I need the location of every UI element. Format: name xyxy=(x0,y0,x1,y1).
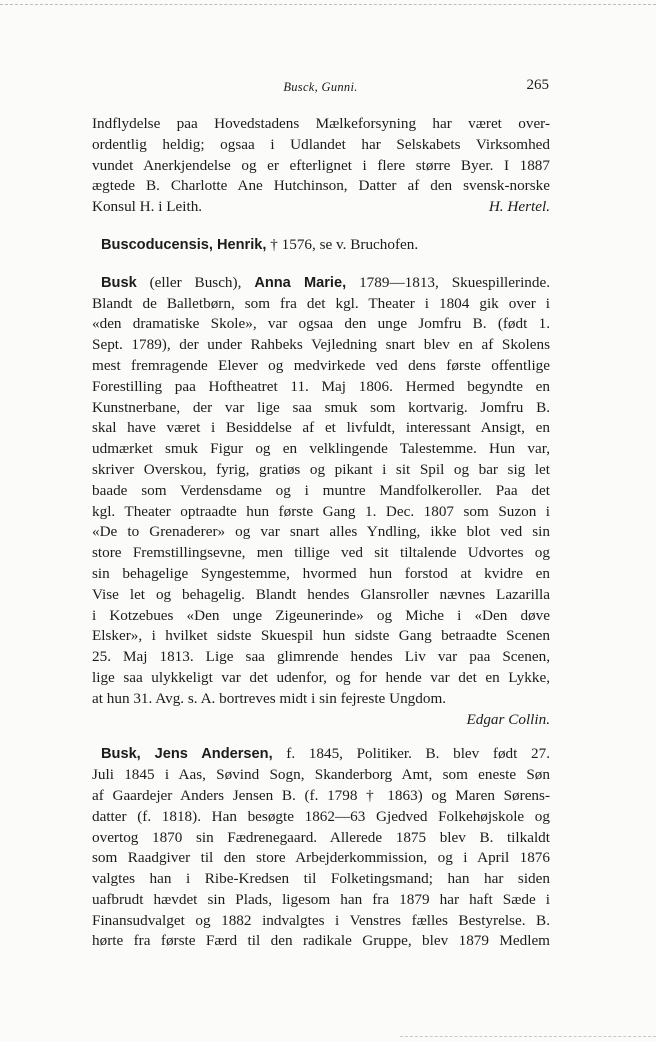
text-line: sin behagelige Syngestemme, hvormed hun forstod at kvidre en xyxy=(92,564,550,582)
text-line: hørte fra første Færd til den radikale Gruppe, blev 1879 Medlem xyxy=(92,932,550,950)
entry-line xyxy=(92,235,550,256)
text-line: uafbrudt hævdet sin Plads, ligesom han fra 1879 har haft Sæde i xyxy=(92,890,550,908)
entry-text: † 1576, se v. Bruchofen. xyxy=(266,235,419,253)
text-line: 25. Maj 1813. Lige saa glimrende hendes Liv var paa Scenen, xyxy=(92,648,550,666)
signature: Edgar Collin. xyxy=(466,710,550,728)
text-line: mest fremragende Elever og medvirkede ved dens første offentlige xyxy=(92,356,550,374)
entry-headword: Busk xyxy=(101,274,137,291)
text-line: overtog 1870 sin Fædrenegaard. Allerede 1875 blev B. tilkaldt xyxy=(92,828,550,846)
entry-headword: Busk, Jens Andersen, xyxy=(101,746,273,763)
entry-buscoducensis xyxy=(92,235,550,256)
text-line: datter (f. 1818). Han besøgte 1862—63 Gjedved Folkehøjskole og xyxy=(92,807,550,825)
text-line: Vise let og behagelig. Blandt hendes Glansroller nævnes Lazarilla xyxy=(92,585,550,603)
signature: H. Hertel. xyxy=(488,198,550,216)
text-line-end: Konsul H. i Leith. xyxy=(92,198,203,216)
entry-busk-anna-marie xyxy=(92,273,550,731)
entry-text: f. 1845, Politiker. B. blev født 27. xyxy=(272,745,550,763)
page-body xyxy=(92,114,550,952)
entry-first-line xyxy=(92,273,550,294)
text-line: udmærket smuk Figur og en velklingende Talestemme. Hun var, xyxy=(92,440,550,458)
entry-text: (eller Busch), xyxy=(136,273,255,291)
bottom-dotted-rule xyxy=(400,1036,656,1037)
text-line: ordentlig heldig; ogsaa i Udlandet har Selskabets Virksomhed xyxy=(92,135,550,153)
text-line: Elsker», i hvilket sidste Skuespil hun sidste Gang betraadte Scenen xyxy=(92,627,550,645)
text-line: Forestilling paa Hoftheatret 11. Maj 1806. Hermed begyndte en xyxy=(92,377,550,395)
entry-headword-name: Anna Marie, xyxy=(254,274,347,291)
text-line: vundet Anerkjendelse og er efterlignet i flere større Byer. I 1887 xyxy=(92,156,550,174)
page-number: 265 xyxy=(526,77,549,93)
text-line: i Kotzebues «Den unge Zigeunerinde» og Miche i «Den døve xyxy=(92,606,550,624)
text-line: Indflydelse paa Hovedstadens Mælkeforsyning har været over- xyxy=(92,115,550,132)
text-line: Sept. 1789), der under Rahbeks Vejledning snart blev en af Skolens xyxy=(92,336,550,354)
text-line: valgtes han i Ribe-Kredsen til Folketingsmand; han har siden xyxy=(92,870,550,888)
text-line: kgl. Theater optraadte hun første Gang 1. Dec. 1807 som Suzon i xyxy=(92,502,550,520)
text-line: «den dramatiske Skole», var ogsaa den unge Jomfru B. (født 1. xyxy=(92,315,550,333)
text-line: Kunstnerbane, der var lige saa smuk som kortvarig. Jomfru B. xyxy=(92,398,550,416)
entry-continuation xyxy=(92,114,550,218)
text-line: store Fremstillingsevne, men tillige ved sit tiltalende Udvortes og xyxy=(92,544,550,562)
running-head: Busck, Gunni. xyxy=(283,80,358,94)
text-line: ægtede B. Charlotte Ane Hutchinson, Datter af den svensk-norske xyxy=(92,177,550,195)
text-line: Blandt de Balletbørn, som fra det kgl. Theater i 1804 gik over i xyxy=(92,294,550,312)
text-line: skal have været i Besiddelse af et livfuldt, interessant Ansigt, en xyxy=(92,419,550,437)
text-line: af Gaardejer Anders Jensen B. (f. 1798 † 1863) og Maren Sørens- xyxy=(92,786,550,804)
text-line: Juli 1845 i Aas, Søvind Sogn, Skanderborg Amt, som eneste Søn xyxy=(92,766,550,784)
entry-busk-jens-andersen xyxy=(92,744,550,952)
text-line: baade som Verdensdame og i muntre Mandfolkeroller. Paa det xyxy=(92,481,550,499)
text-line: «De to Grenaderer» og var snart alles Yndling, ikke blot ved sin xyxy=(92,523,550,541)
text-line-with-signature xyxy=(92,197,550,218)
entry-headword: Buscoducensis, Henrik, xyxy=(101,236,267,253)
text-line: som Raadgiver til den store Arbejderkommission, og i April 1876 xyxy=(92,849,550,867)
text-line: Finansudvalget og 1882 indvalgtes i Venstres fælles Bestyrelse. B. xyxy=(92,911,550,929)
text-line: skriver Overskou, fyrig, gratiøs og pikant i sit Spil og bar sig let xyxy=(92,460,550,478)
text-line: at hun 31. Avg. s. A. bortreves midt i sin fejreste Ungdom. xyxy=(92,689,447,707)
entry-text: 1789—1813, Skuespillerinde. xyxy=(346,273,551,291)
top-dotted-rule xyxy=(0,4,656,5)
entry-first-line xyxy=(92,744,550,765)
text-line: lige saa ulykkeligt var det udenfor, og for hende var det en Lykke, xyxy=(92,668,550,686)
